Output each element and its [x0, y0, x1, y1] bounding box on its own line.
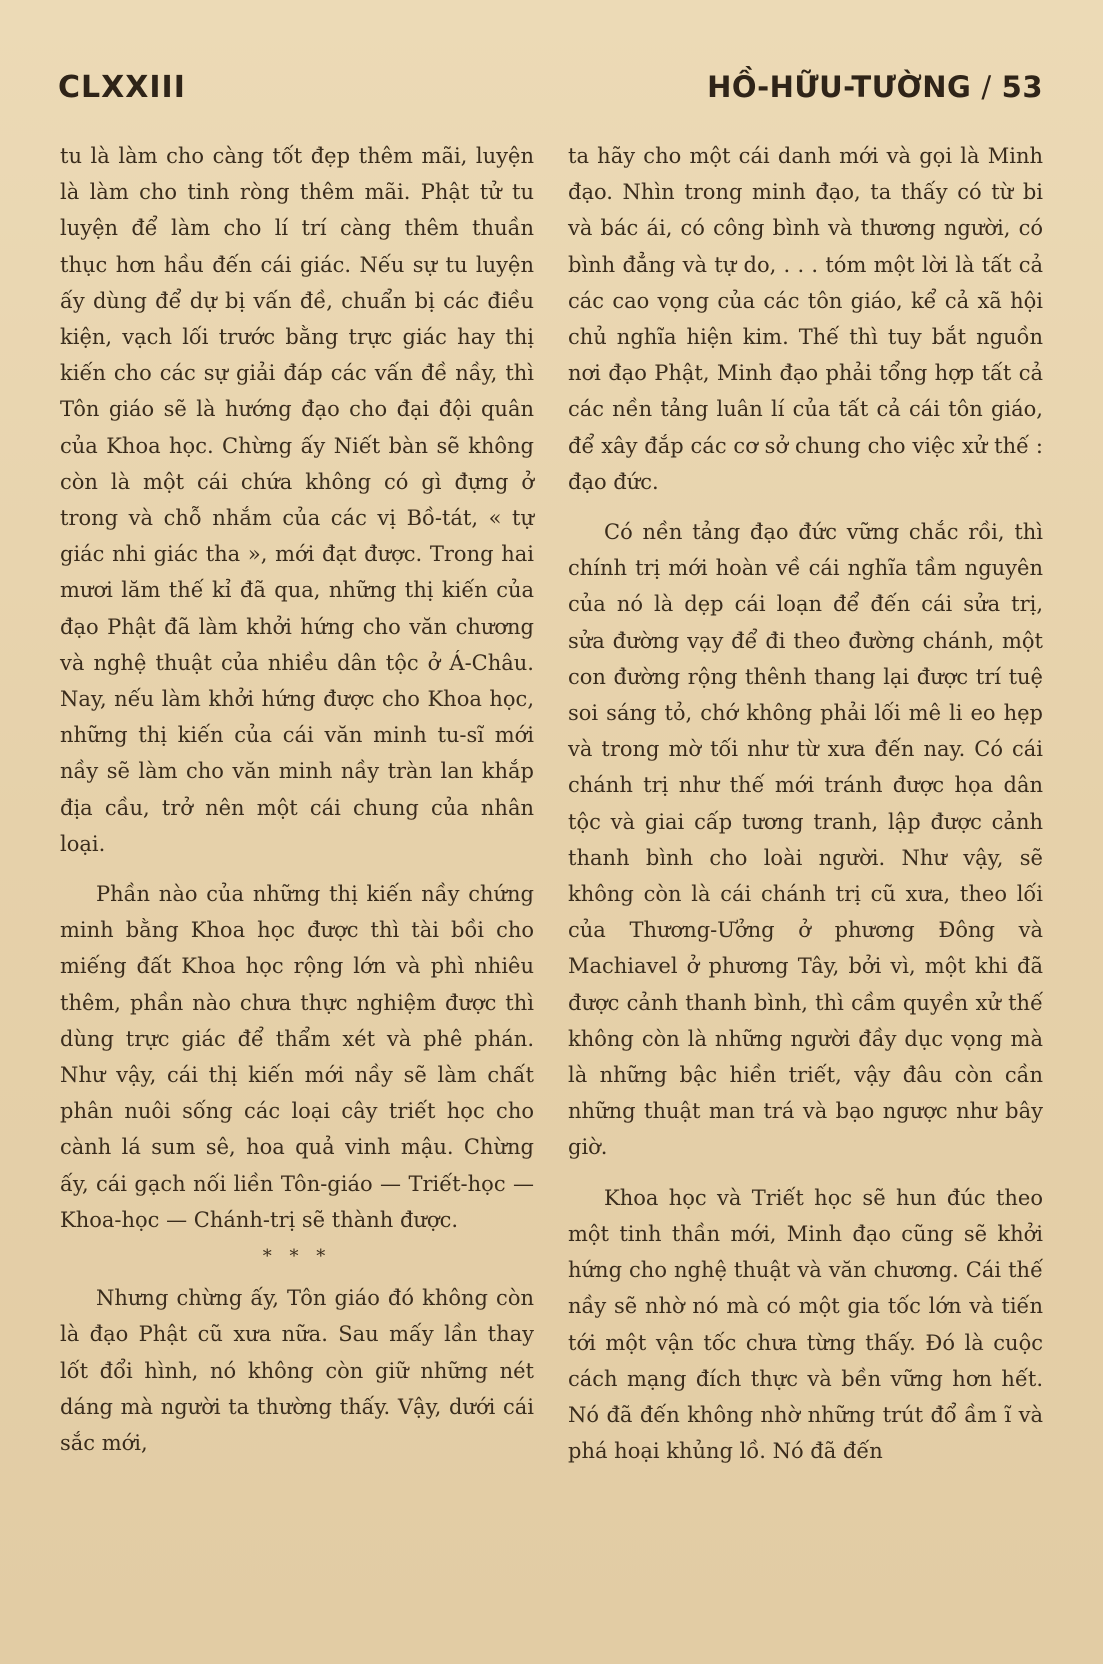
- right-paragraph-1: ta hãy cho một cái danh mới và gọi là Minh đạo. Nhìn trong minh đạo, ta thấy có từ bi và bác ái, có công bình và thương người, có bình đẳng và tự do, . . . tóm một lời là tất cả các cao vọng của các tôn giáo, kể cả xã hội chủ nghĩa hiện kim. Thế thì tuy bắt nguồn nơi đạo Phật, Minh đạo phải tổng hợp tất cả các nền tảng luân lí của tất cả cái tôn giáo, để xây đắp các cơ sở chung cho việc xử thế : đạo đức.: [568, 144, 1043, 494]
- left-column: [60, 138, 534, 1461]
- left-paragraph-3: Nhưng chừng ấy, Tôn giáo đó không còn là đạo Phật cũ xưa nữa. Sau mấy lần thay lốt đổi hình, nó không còn giữ những nét dáng mà người ta thường thấy. Vậy, dưới cái sắc mới,: [60, 1286, 534, 1455]
- left-paragraph-1: tu là làm cho càng tốt đẹp thêm mãi, luyện là làm cho tinh ròng thêm mãi. Phật tử tu luyện để làm cho lí trí càng thêm thuần thục hơn hầu đến cái giác. Nếu sự tu luyện ấy dùng để dự bị vấn đề, chuẩn bị các điều kiện, vạch lối trước bằng trực giác hay thị kiến cho các sự giải đáp các vấn đề nầy, thì Tôn giáo sẽ là hướng đạo cho đại đội quân của Khoa học. Chừng ấy Niết bàn sẽ không còn là một cái chứa không có gì đựng ở trong và chỗ nhắm của các vị Bồ-tát, « tự giác nhi giác tha », mới đạt được. Trong hai mươi lăm thế kỉ đã qua, những thị kiến của đạo Phật đã làm khởi hứng cho văn chương và nghệ thuật của nhiều dân tộc ở Á-Châu. Nay, nếu làm khởi hứng được cho Khoa học, những thị kiến của cái văn minh tu-sĩ mới nầy sẽ làm cho văn minh nầy tràn lan khắp địa cầu, trở nên một cái chung của nhân loại.: [60, 144, 534, 856]
- right-column: [568, 138, 1043, 1469]
- right-paragraph-3: Khoa học và Triết học sẽ hun đúc theo một tinh thần mới, Minh đạo cũng sẽ khởi hứng cho nghệ thuật và văn chương. Cái thế nầy sẽ nhờ nó mà có một gia tốc lớn và tiến tới một vận tốc chưa từng thấy. Đó là cuộc cách mạng đích thực và bền vững hơn hết. Nó đã đến không nhờ những trút đổ ầm ĩ và phá hoại khủng lồ. Nó đã đến: [568, 1185, 1043, 1464]
- page-number: 53: [1001, 70, 1043, 104]
- running-header: [58, 70, 1043, 114]
- right-paragraph-2: Có nền tảng đạo đức vững chắc rồi, thì chính trị mới hoàn về cái nghĩa tầm nguyên của nó là dẹp cái loạn để đến cái sửa trị, sửa đường vạy để đi theo đường chánh, một con đường rộng thênh thang lại được trí tuệ soi sáng tỏ, chớ không phải lối mê li eo hẹp và trong mờ tối như từ xưa đến nay. Có cái chánh trị như thế mới tránh được họa dân tộc và giai cấp tương tranh, lập được cảnh thanh bình cho loài người. Như vậy, sẽ không còn là cái chánh trị cũ xưa, theo lối của Thương-Ưởng ở phương Đông và Machiavel ở phương Tây, bởi vì, một khi đã được cảnh thanh bình, thì cầm quyền xử thế không còn là những người đầy dục vọng mà là những bậc hiền triết, vậy đâu còn cần những thuật man trá và bạo ngược như bây giờ.: [568, 520, 1043, 1160]
- left-paragraph-2: Phần nào của những thị kiến nầy chứng minh bằng Khoa học được thì tài bồi cho miếng đất Khoa học rộng lớn và phì nhiêu thêm, phần nào chưa thực nghiệm được thì dùng trực giác để thẩm xét và phê phán. Như vậy, cái thị kiến mới nầy sẽ làm chất phân nuôi sống các loại cây triết học cho cành lá sum sê, hoa quả vinh mậu. Chừng ấy, cái gạch nối liền Tôn-giáo — Triết-học — Khoa-học — Chánh-trị sẽ thành được.: [60, 882, 534, 1232]
- author-name: HỒ-HỮU-TƯỜNG: [707, 70, 972, 104]
- header-separator: /: [981, 70, 992, 104]
- chapter-number: CLXXIII: [58, 70, 186, 105]
- section-asterism: * * *: [262, 1246, 332, 1268]
- header-right: [707, 70, 1043, 104]
